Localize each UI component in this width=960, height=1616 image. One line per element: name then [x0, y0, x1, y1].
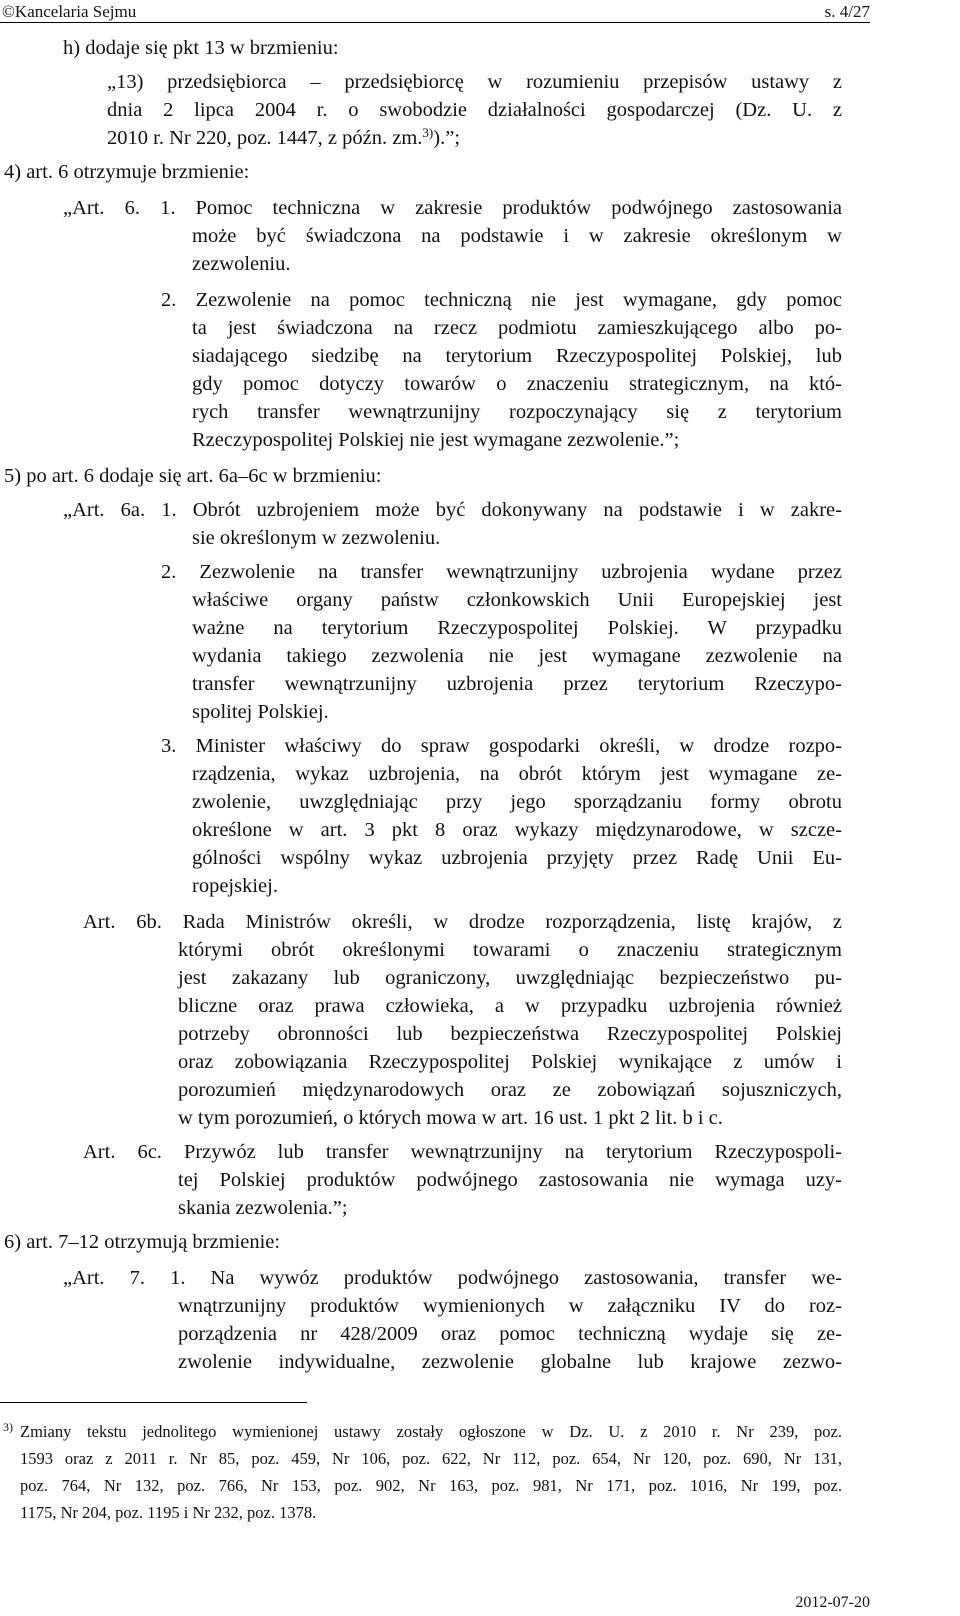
text-line: porozumień międzynarodowych oraz ze zobowiązań sojuszniczych, — [178, 1079, 842, 1101]
header-page-number: s. 4/27 — [824, 2, 870, 21]
text-line: porządzenia nr 428/2009 oraz pomoc techniczną wydaje się ze- — [178, 1323, 842, 1345]
footnote-line: Zmiany tekstu jednolitego wymienionej ustawy zostały ogłoszone w Dz. U. z 2010 r. Nr 239, poz. — [20, 1422, 842, 1441]
text-line: wnątrzunijny produktów wymienionych w załączniku IV do roz- — [178, 1295, 842, 1317]
text-line: 2. Zezwolenie na transfer wewnątrzunijny uzbrojenia wydane przez — [161, 561, 842, 583]
text-line: transfer wewnątrzunijny uzbrojenia przez terytorium Rzeczypo- — [192, 673, 842, 695]
text-line: „Art. 7. 1. Na wywóz produktów podwójnego zastosowania, transfer we- — [63, 1267, 842, 1289]
header-copyright: ©Kancelaria Sejmu — [2, 2, 137, 21]
footnote-line: 1175, Nr 204, poz. 1195 i Nr 232, poz. 1378. — [20, 1503, 317, 1522]
text-line: tej Polskiej produktów podwójnego zastosowania nie wymaga uzy- — [178, 1169, 842, 1191]
text-line: siadającego siedzibę na terytorium Rzeczypospolitej Polskiej, lub — [192, 345, 842, 367]
text-line: oraz zobowiązania Rzeczypospolitej Polskiej wynikające z umów i — [178, 1051, 842, 1073]
text-line: może być świadczona na podstawie i w zakresie określonym w — [192, 225, 842, 247]
text-fragment: 2010 r. Nr 220, poz. 1447, z późn. zm. — [107, 127, 423, 149]
text-line: jest zakazany lub ograniczony, uwzględniając bezpieczeństwo pu- — [178, 967, 842, 989]
text-line: gdy pomoc dotyczy towarów o znaczeniu strategicznym, na któ- — [192, 373, 842, 395]
text-line: rych transfer wewnątrzunijny rozpoczynający się z terytorium — [192, 401, 842, 423]
footer-date: 2012-07-20 — [795, 1594, 870, 1611]
text-line: 3. Minister właściwy do spraw gospodarki określi, w drodze rozpo- — [161, 735, 842, 757]
text-fragment: ).”; — [433, 127, 461, 149]
text-line: ważne na terytorium Rzeczypospolitej Polskiej. W przypadku — [192, 617, 842, 639]
text-line: dnia 2 lipca 2004 r. o swobodzie działalności gospodarczej (Dz. U. z — [107, 99, 842, 121]
text-line: którymi obrót określonymi towarami o znaczeniu strategicznym — [178, 939, 842, 961]
text-line-with-footnote — [107, 124, 460, 152]
text-line: skania zezwolenia.”; — [178, 1197, 348, 1219]
text-line: gólności wspólny wykaz uzbrojenia przyjęty przez Radę Unii Eu- — [192, 847, 842, 869]
text-line: ta jest świadczona na rzecz podmiotu zamieszkującego albo po- — [192, 317, 842, 339]
text-line: określone w art. 3 pkt 8 oraz wykazy międzynarodowe, w szcze- — [192, 819, 842, 841]
header-rule — [0, 22, 870, 23]
text-line: 2. Zezwolenie na pomoc techniczną nie jest wymagane, gdy pomoc — [161, 289, 842, 311]
text-line: Rzeczypospolitej Polskiej nie jest wymagane zezwolenie.”; — [192, 429, 680, 451]
footnote-mark: 3) — [3, 1420, 13, 1434]
text-line: zwolenie, uwzględniając przy jego sporządzaniu formy obrotu — [192, 791, 842, 813]
text-line: rządzenia, wykaz uzbrojenia, na obrót którym jest wymagane ze- — [192, 763, 842, 785]
text-line: h) dodaje się pkt 13 w brzmieniu: — [63, 37, 339, 59]
text-line: ropejskiej. — [192, 875, 278, 897]
text-line: 4) art. 6 otrzymuje brzmienie: — [4, 161, 250, 183]
text-line: wydania takiego zezwolenia nie jest wymagane zezwolenie na — [192, 645, 842, 667]
footnote-line: poz. 764, Nr 132, poz. 766, Nr 153, poz. 902, Nr 163, poz. 981, Nr 171, poz. 1016, Nr 199, poz. — [20, 1476, 842, 1495]
text-line: „13) przedsiębiorca – przedsiębiorcę w rozumieniu przepisów ustawy z — [107, 71, 842, 93]
footnote-line: 1593 oraz z 2011 r. Nr 85, poz. 459, Nr 106, poz. 622, Nr 112, poz. 654, Nr 120, poz. 690, Nr 131, — [20, 1449, 842, 1468]
text-line: Art. 6b. Rada Ministrów określi, w drodze rozporządzenia, listę krajów, z — [83, 911, 842, 933]
text-line: potrzeby obronności lub bezpieczeństwa Rzeczypospolitej Polskiej — [178, 1023, 842, 1045]
text-line: w tym porozumień, o których mowa w art. 16 ust. 1 pkt 2 lit. b i c. — [178, 1107, 723, 1129]
text-line: spolitej Polskiej. — [192, 701, 329, 723]
text-line: „Art. 6. 1. Pomoc techniczna w zakresie produktów podwójnego zastosowania — [63, 197, 842, 219]
text-line: właściwe organy państw członkowskich Unii Europejskiej jest — [192, 589, 842, 611]
text-line: 6) art. 7–12 otrzymują brzmienie: — [4, 1231, 281, 1253]
footnote-reference: 3) — [422, 125, 434, 140]
text-line: bliczne oraz prawa człowieka, a w przypadku uzbrojenia również — [178, 995, 842, 1017]
text-line: zwolenie indywidualne, zezwolenie globalne lub krajowe zezwo- — [178, 1351, 842, 1373]
text-line: sie określonym w zezwoleniu. — [192, 527, 441, 549]
text-line: Art. 6c. Przywóz lub transfer wewnątrzunijny na terytorium Rzeczypospoli- — [83, 1141, 842, 1163]
text-line: zezwoleniu. — [192, 253, 291, 275]
footnote-separator — [0, 1402, 307, 1403]
text-line: 5) po art. 6 dodaje się art. 6a–6c w brzmieniu: — [4, 465, 382, 487]
text-line: „Art. 6a. 1. Obrót uzbrojeniem może być dokonywany na podstawie i w zakre- — [63, 499, 842, 521]
